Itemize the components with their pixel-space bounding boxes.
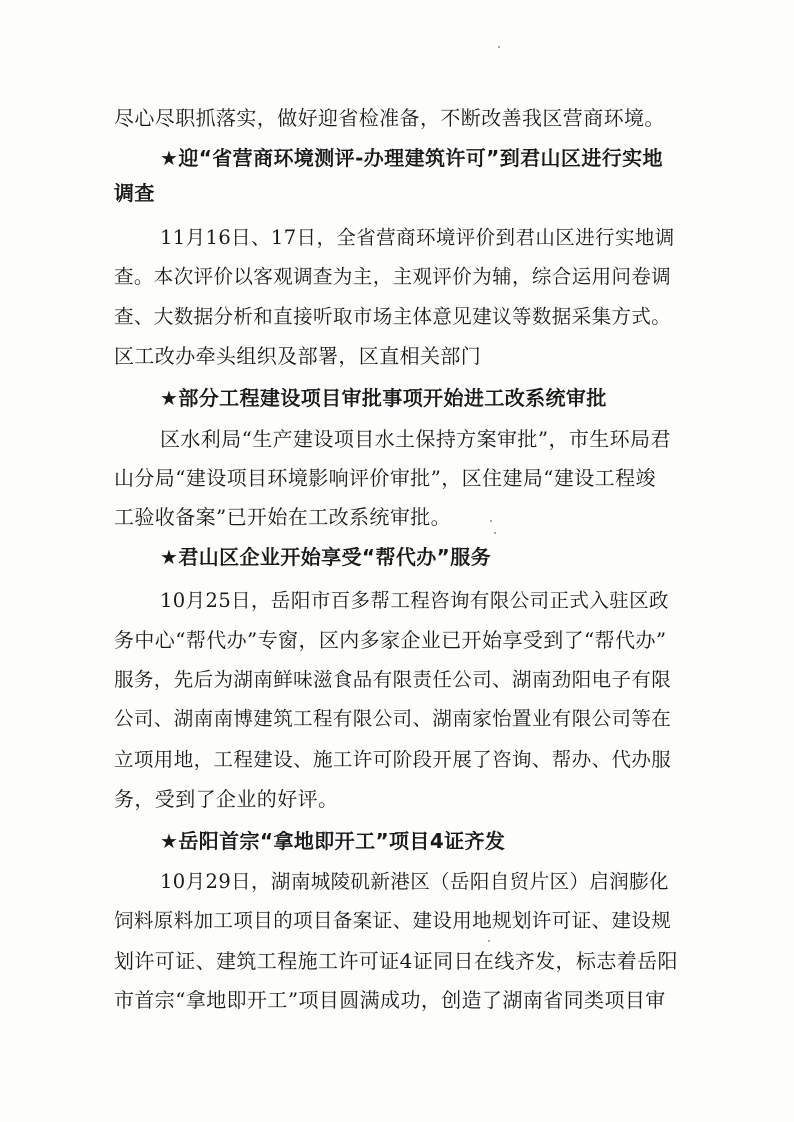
scan-speck: [498, 46, 500, 48]
body-text-line: 市首宗“拿地即开工”项目圆满成功，创造了湖南省同类项目审: [114, 988, 666, 1012]
section-heading-continuation: 调查: [114, 181, 155, 205]
section-heading: ★君山区企业开始享受“帮代办”服务: [160, 545, 492, 569]
body-text-line: 查。本次评价以客观调查为主，主观评价为辅，综合运用问卷调: [114, 265, 672, 288]
body-text-line: 11月16日、17日，全省营商环境评价到君山区进行实地调: [160, 226, 675, 249]
section-heading: ★部分工程建设项目审批事项开始进工改系统审批: [160, 386, 607, 410]
scan-speck: [488, 940, 490, 942]
body-text-line: 饲料原料加工项目的项目备案证、建设用地规划许可证、建设规: [114, 909, 672, 932]
body-text-line: 工验收备案”已开始在工改系统审批。: [114, 505, 452, 529]
body-text-line: 区水利局“生产建设项目水土保持方案审批”，市生环局君: [160, 427, 671, 451]
body-text-line: 查、大数据分析和直接听取市场主体意见建议等数据采集方式。: [114, 305, 672, 328]
body-text-line: 立项用地，工程建设、施工许可阶段开展了咨询、帮办、代办服: [114, 748, 672, 771]
section-heading: ★岳阳首宗“拿地即开工”项目4证齐发: [160, 829, 506, 853]
body-text-line: 服务，先后为湖南鲜味滋食品有限责任公司、湖南劲阳电子有限: [114, 668, 672, 691]
body-text-line: 务中心“帮代办”专窗，区内多家企业已开始享受到了“帮代办”: [114, 628, 667, 652]
scan-speck: [490, 520, 492, 522]
body-text-line: 区工改办牵头组织及部署，区直相关部门: [114, 344, 482, 368]
body-text-line: 划许可证、建筑工程施工许可证4证同日在线齐发，标志着岳阳: [114, 949, 678, 973]
body-text-line: 务，受到了企业的好评。: [114, 787, 339, 811]
body-text-line: 公司、湖南南博建筑工程有限公司、湖南家怡置业有限公司等在: [114, 707, 672, 730]
body-text-line: 10月25日，岳阳市百多帮工程咨询有限公司正式入驻区政: [160, 589, 669, 612]
body-text-line: 尽心尽职抓落实，做好迎省检准备，不断改善我区营商环境。: [114, 106, 665, 130]
body-text-line: 山分局“建设项目环境影响评价审批”，区住建局“建设工程竣: [114, 466, 656, 490]
scan-speck: [494, 532, 496, 534]
section-heading: ★迎“省营商环境测评-办理建筑许可”到君山区进行实地: [160, 146, 663, 170]
body-text-line: 10月29日，湖南城陵矶新港区（岳阳自贸片区）启润膨化: [160, 870, 669, 893]
